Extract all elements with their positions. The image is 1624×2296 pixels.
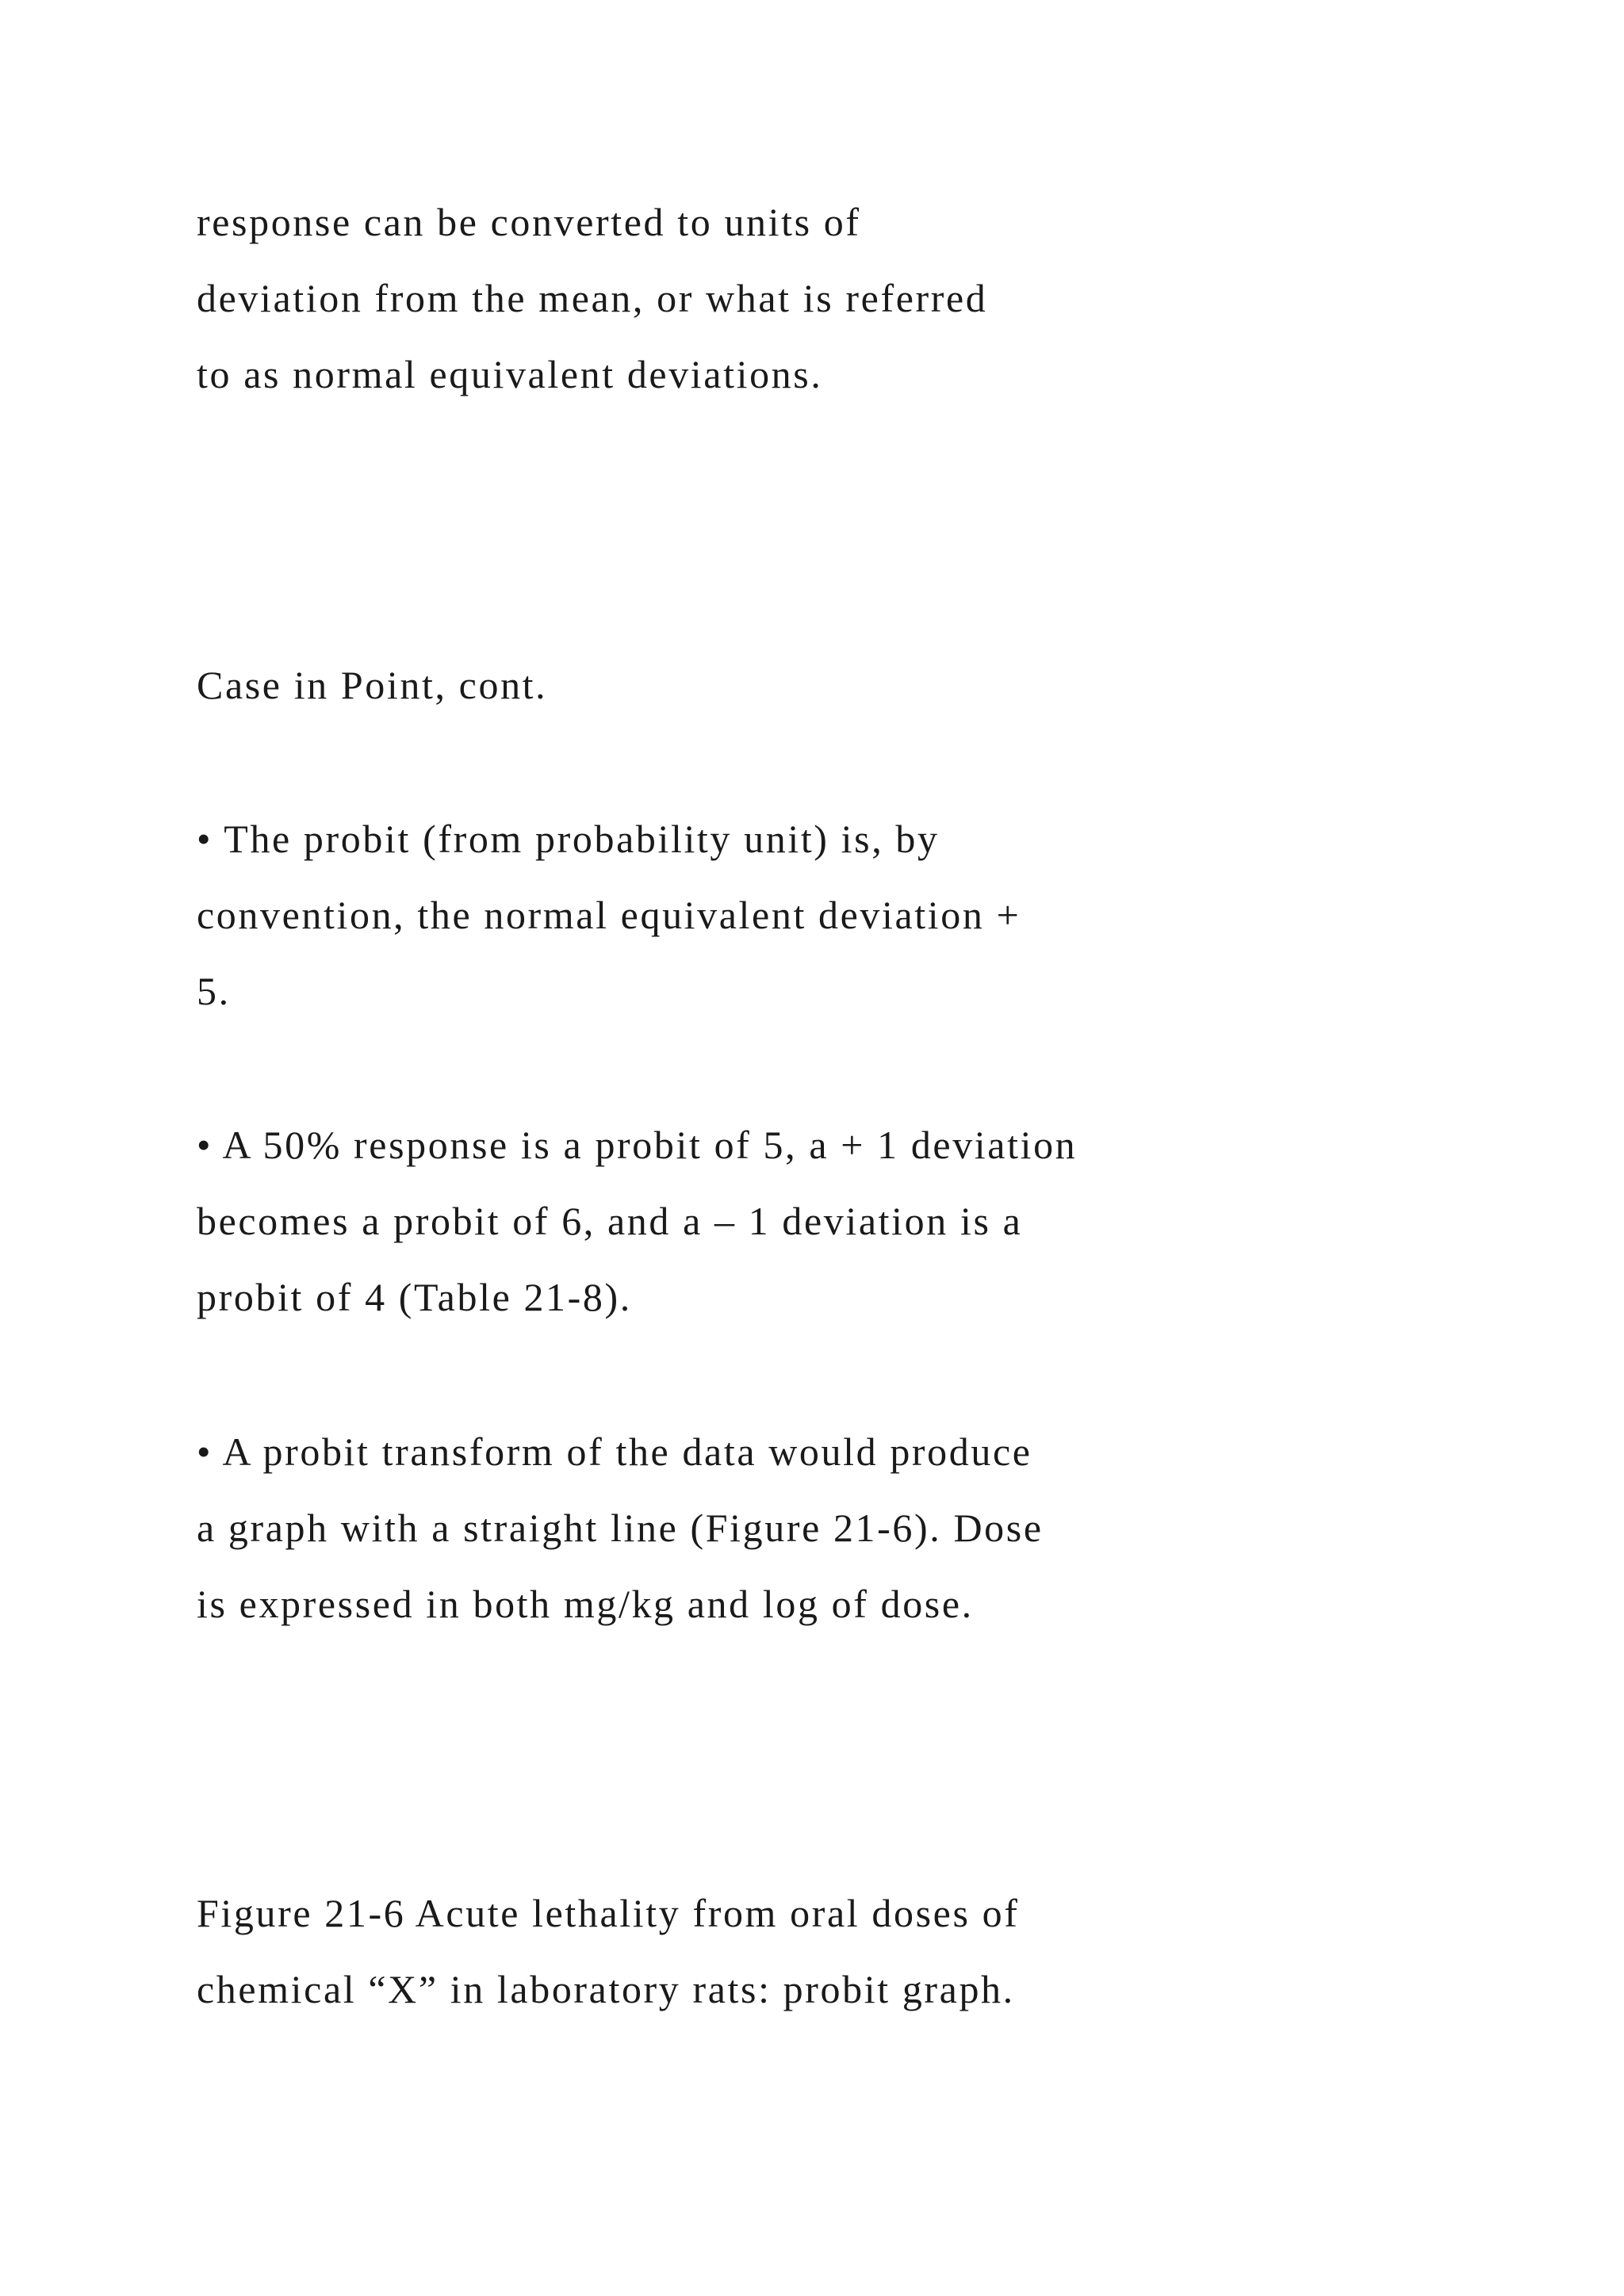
text-line: to as normal equivalent deviations. — [197, 352, 823, 396]
text-line: 5. — [197, 969, 231, 1013]
text-line: convention, the normal equivalent deviation + — [197, 893, 1021, 937]
text-line: is expressed in both mg/kg and log of dose. — [197, 1582, 974, 1626]
section-heading: Case in Point, cont. — [197, 663, 548, 707]
text-line: • A 50% response is a probit of 5, a + 1 deviation — [197, 1123, 1078, 1167]
text-line: a graph with a straight line (Figure 21-6). Dose — [197, 1506, 1044, 1550]
text-line: chemical “X” in laboratory rats: probit graph. — [197, 1967, 1015, 2011]
text-line: • The probit (from probability unit) is, by — [197, 817, 940, 861]
text-line: probit of 4 (Table 21-8). — [197, 1275, 632, 1319]
text-line: Figure 21-6 Acute lethality from oral doses of — [197, 1891, 1020, 1935]
text-line: deviation from the mean, or what is referred — [197, 276, 988, 320]
text-line: response can be converted to units of — [197, 200, 861, 244]
text-line: • A probit transform of the data would produce — [197, 1429, 1032, 1474]
text-line: becomes a probit of 6, and a – 1 deviation is a — [197, 1199, 1023, 1243]
